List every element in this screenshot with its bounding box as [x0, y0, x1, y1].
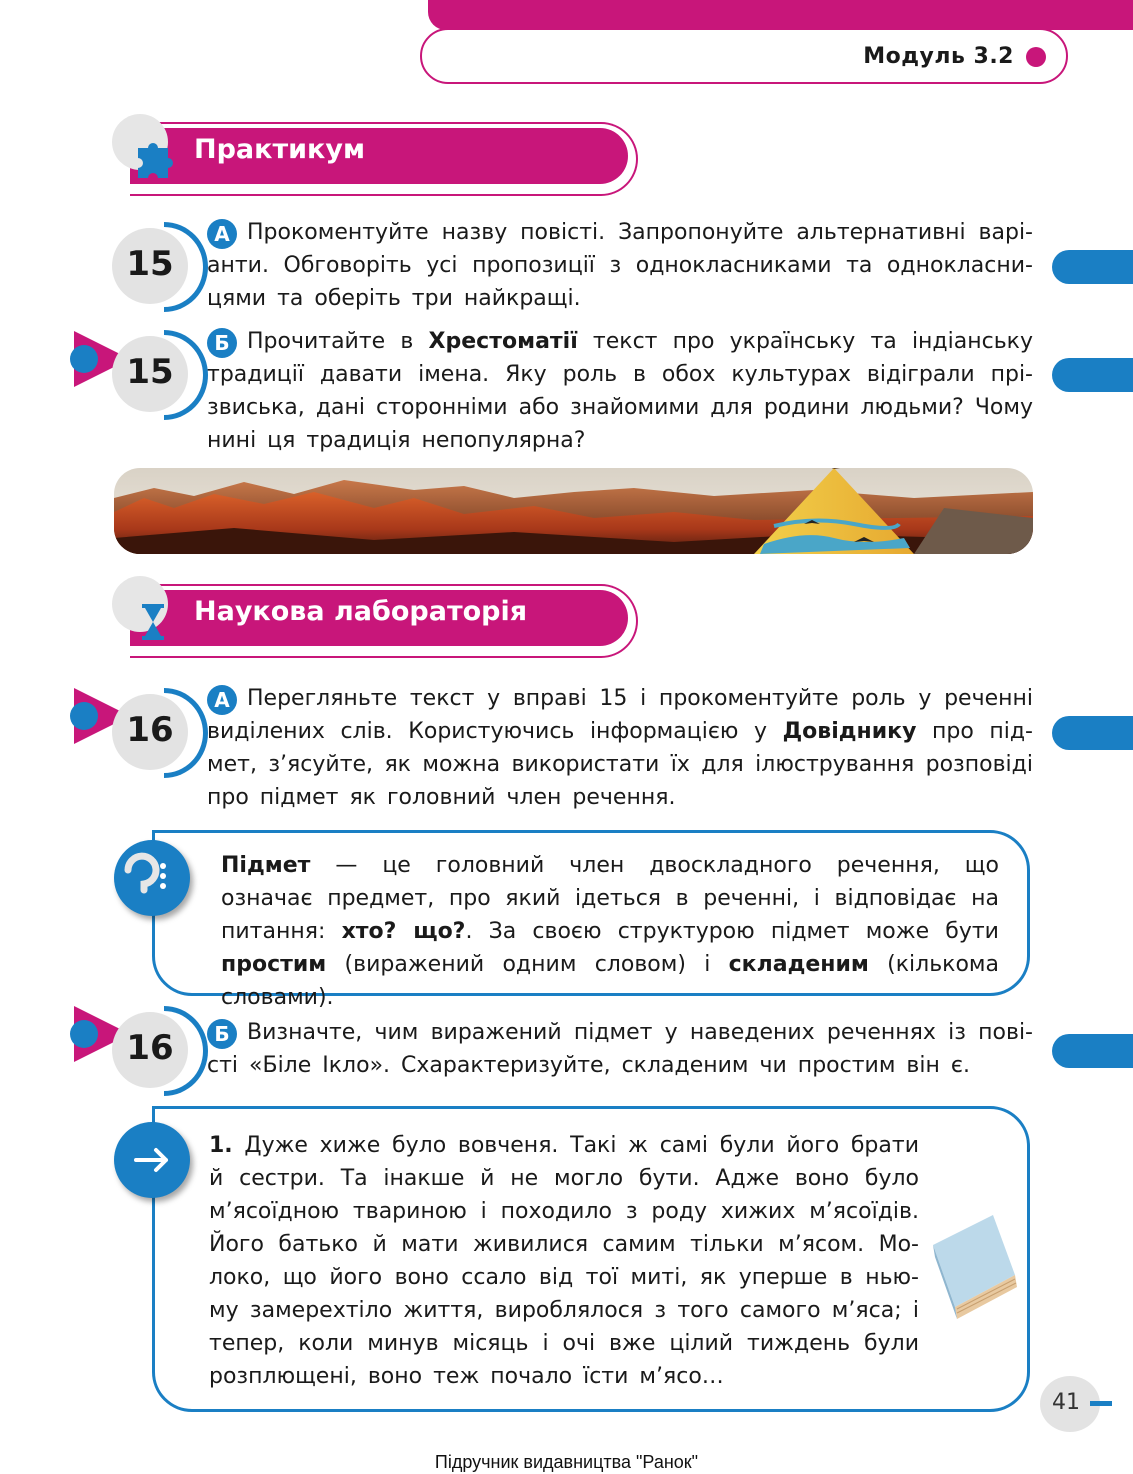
module-header — [420, 28, 1068, 84]
task-number-15a: 15 — [112, 222, 194, 312]
excerpt-text: 1. Дуже хиже було вовченя. Такі ж самі були його брати й сестри. Та інакше й не могло бути. Адже воно було м’ясоїдною твариною і походило з роду хижих м’ясоїдів. Його батько й мати живилися самим тільки м’ясом. Мо- локо, що його воно ссало від тої миті, як уперше в нью- му замерехтіло життя, вироблялося з того самого м’яса; і тепер, коли минув місяць і очі вже цілий тиждень були розплющені, воно теж почало їсти м’ясо… — [209, 1133, 919, 1389]
section-header-practicum — [112, 114, 642, 214]
task-15b-text: Б Прочитайте в Хрестоматії текст про українську та індіанську традиції давати імена. Яку роль в обох культурах відіграли прі- звиська, дані сторонніми або знайомими для родини людьми? Чому нині ця традиція непопулярна? — [207, 329, 1033, 453]
page-number: 41 — [1052, 1390, 1080, 1415]
puzzle-icon — [128, 134, 178, 184]
side-tab — [1052, 250, 1133, 284]
section-title: Наукова лабораторія — [194, 596, 528, 627]
task-number-16b: 16 — [112, 1006, 194, 1096]
arrow-icon — [114, 1122, 190, 1198]
side-tab — [1052, 716, 1133, 750]
badge-b: Б — [207, 328, 237, 358]
page-dash — [1090, 1401, 1112, 1406]
badge-a: А — [207, 219, 237, 249]
side-tab — [1052, 358, 1133, 392]
task-15a-text: А Прокоментуйте назву повісті. Запропонуйте альтернативні варі- анти. Обговоріть усі пропозиції з однокласниками та однокласни- цями та оберіть три найкращі. — [207, 220, 1033, 311]
section-title: Практикум — [194, 134, 366, 165]
task-16b-text: Б Визначте, чим виражений підмет у наведених реченнях із пові- сті «Біле Ікло». Схарактеризуйте, складеним чи простим він є. — [207, 1020, 1033, 1078]
module-label: Модуль 3.2 — [863, 44, 1014, 69]
book-icon — [923, 1205, 1019, 1325]
section-header-lab — [112, 576, 642, 676]
excerpt-box — [152, 1106, 1030, 1412]
definition-text: Підмет — це головний член двоскладного речення, що означає предмет, про який ідеться в реченні, і відповідає на питання: хто? що?. За своєю структурою підмет може бути простим (виражений одним словом) і складеним (кількома словами). — [221, 853, 999, 1010]
task-number-16a: 16 — [112, 688, 194, 778]
top-band — [428, 0, 1133, 30]
info-icon — [114, 840, 190, 916]
definition-box — [152, 830, 1030, 1010]
footer-publisher: Підручник видавництва "Ранок" — [434, 1452, 699, 1472]
canyon-tipi-photo — [114, 468, 1033, 554]
side-tab — [1052, 1034, 1133, 1068]
module-dot — [1026, 47, 1046, 67]
badge-b: Б — [207, 1019, 237, 1049]
hourglass-icon — [128, 596, 178, 646]
badge-a: А — [207, 685, 237, 715]
task-number-15b: 15 — [112, 330, 194, 420]
task-16a-text: А Перегляньте текст у вправі 15 і прокоментуйте роль у реченні виділених слів. Користуючись інформацією у Довіднику про під- мет, з’ясуйте, як можна використати їх для ілюстрування розповіді про підмет як головний член речення. — [207, 686, 1033, 810]
